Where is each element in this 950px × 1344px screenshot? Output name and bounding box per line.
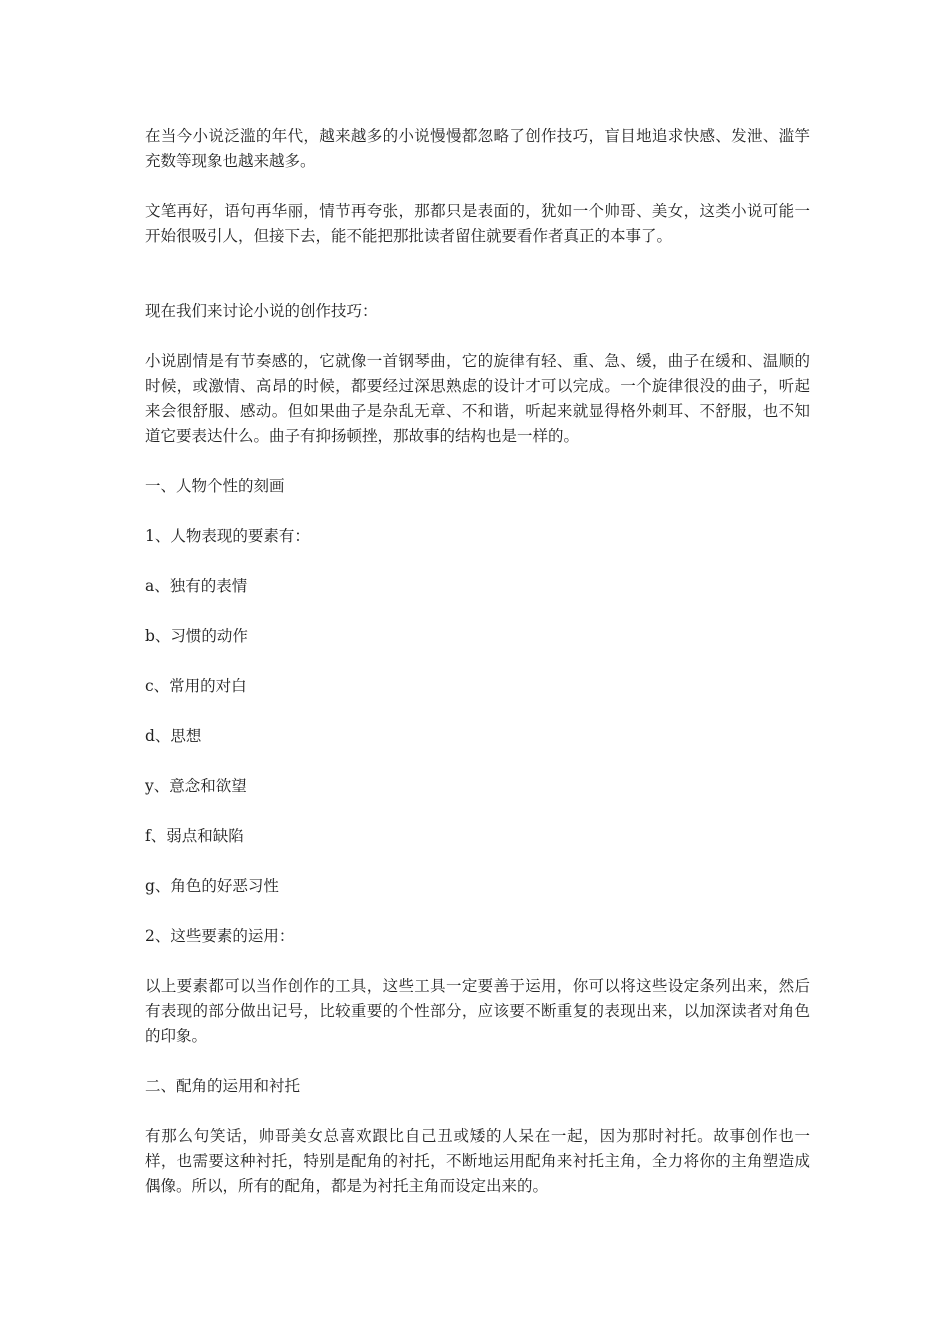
- usage-paragraph: 以上要素都可以当作创作的工具，这些工具一定要善于运用，你可以将这些设定条列出来，然后有表现的部分做出记号，比较重要的个性部分，应该要不断重复的表现出来，以加深读者对角色的印象。: [145, 977, 810, 1045]
- list-item-d: d、思想: [145, 727, 202, 745]
- section-heading-character: 一、人物个性的刻画: [145, 477, 285, 495]
- rhythm-paragraph: 小说剧情是有节奏感的，它就像一首钢琴曲，它的旋律有轻、重、急、缓，曲子在缓和、温顺的时候，或激情、高昂的时候，都要经过深思熟虑的设计才可以完成。一个旋律很没的曲子，听起来会很舒服、感动。但如果曲子是杂乱无章、不和谐，听起来就显得格外刺耳、不舒服，也不知道它要表达什么。曲子有抑扬顿挫，那故事的结构也是一样的。: [145, 352, 810, 445]
- list-item-f: f、弱点和缺陷: [145, 827, 244, 845]
- list-item-y: y、意念和欲望: [145, 777, 247, 795]
- document-body: [145, 124, 810, 1224]
- list-item-a: a、独有的表情: [145, 577, 248, 595]
- list-item-c: c、常用的对白: [145, 677, 247, 695]
- intro-paragraph: 在当今小说泛滥的年代，越来越多的小说慢慢都忽略了创作技巧，盲目地追求快感、发泄、滥竽充数等现象也越来越多。: [145, 127, 810, 170]
- section-heading-supporting: 二、配角的运用和衬托: [145, 1077, 301, 1095]
- list-item-b: b、习惯的动作: [145, 627, 248, 645]
- subheading-usage: 2、这些要素的运用：: [145, 927, 295, 945]
- list-item-g: g、角色的好恶习性: [145, 877, 279, 895]
- supporting-role-paragraph: 有那么句笑话，帅哥美女总喜欢跟比自己丑或矮的人呆在一起，因为那时衬托。故事创作也一样，也需要这种衬托，特别是配角的衬托，不断地运用配角来衬托主角，全力将你的主角塑造成偶像。所以，所有的配角，都是为衬托主角而设定出来的。: [145, 1127, 810, 1195]
- subheading-elements: 1、人物表现的要素有：: [145, 527, 310, 545]
- topic-intro-line: 现在我们来讨论小说的创作技巧：: [145, 302, 378, 320]
- writing-style-paragraph: 文笔再好，语句再华丽，情节再夸张，那都只是表面的，犹如一个帅哥、美女，这类小说可能一开始很吸引人，但接下去，能不能把那批读者留住就要看作者真正的本事了。: [145, 202, 810, 245]
